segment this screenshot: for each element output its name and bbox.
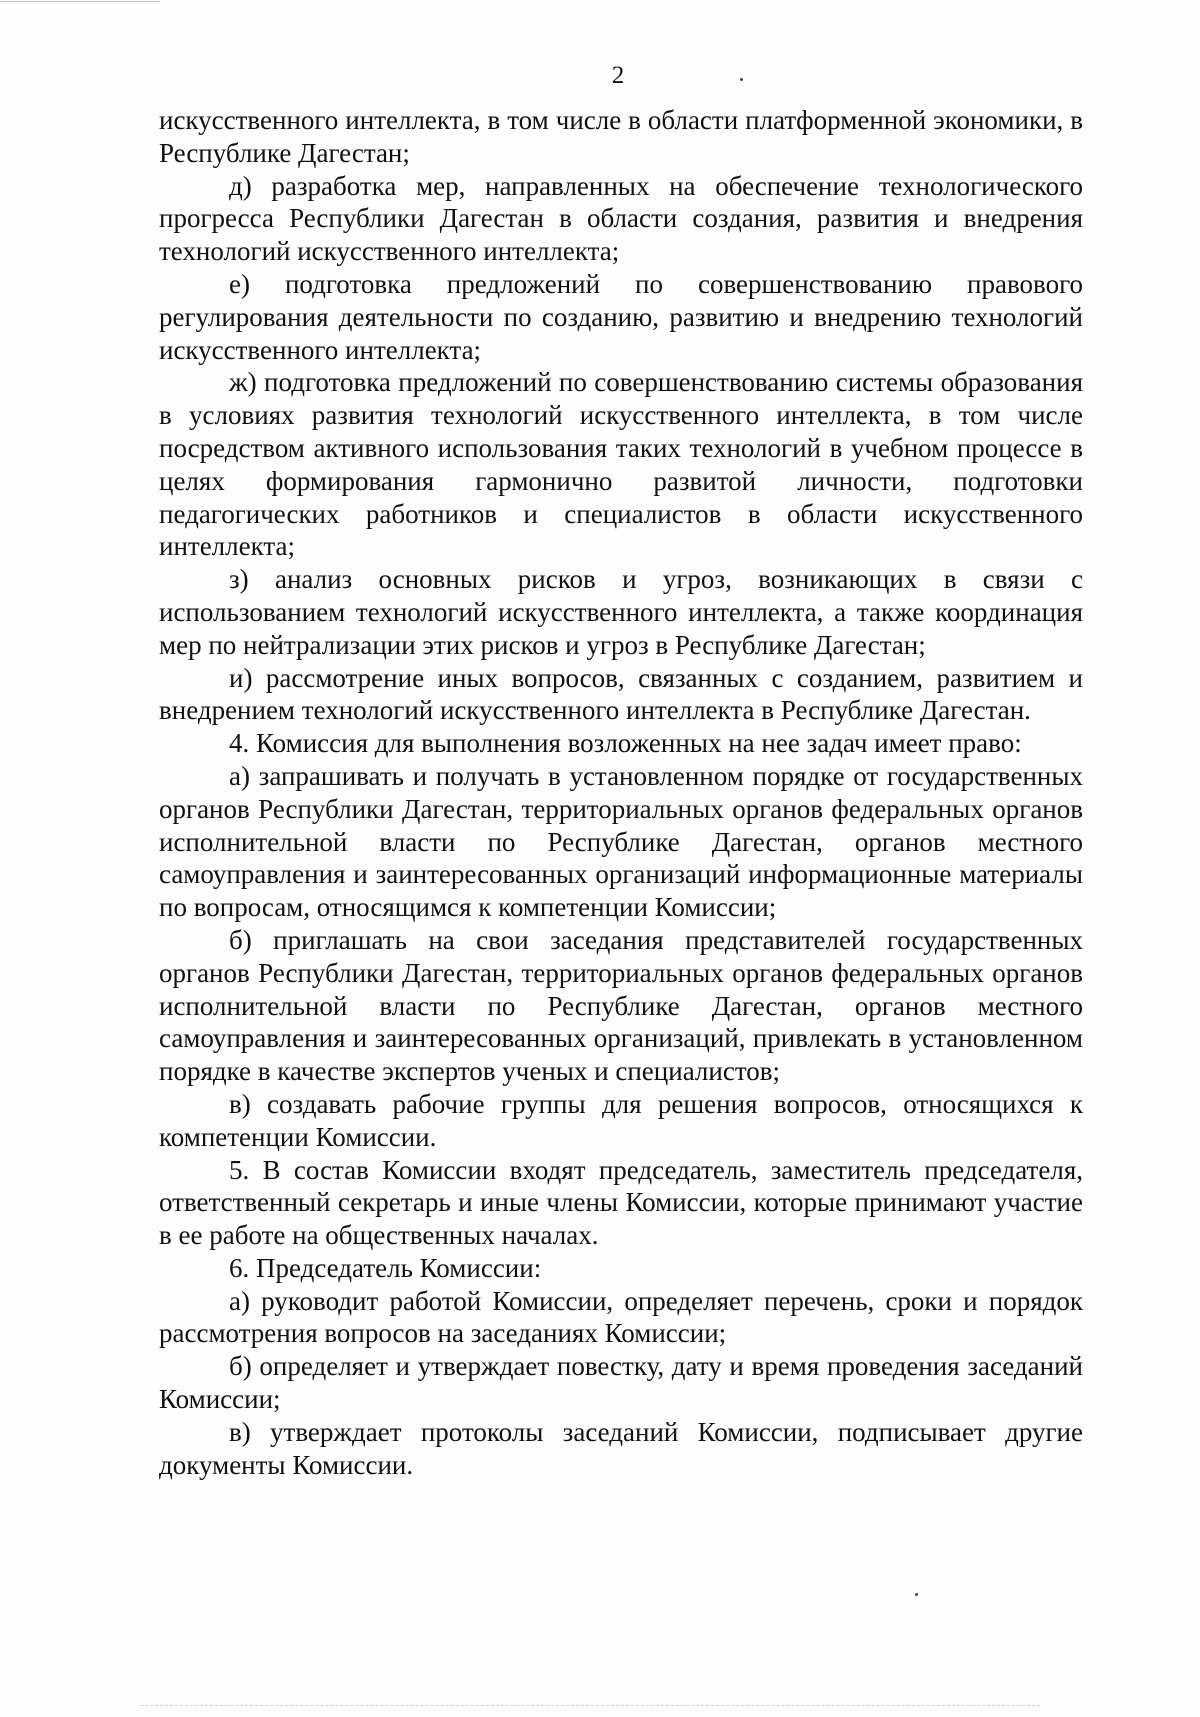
- scan-speck: [740, 78, 743, 81]
- scan-edge-line: [0, 1, 160, 2]
- document-body: [159, 104, 1083, 1481]
- paragraph-section-5: 5. В состав Комиссии входят председатель, заместитель председателя, ответственный секретарь и иные члены Комиссии, которые принимают участие в ее работе на общественных началах.: [159, 1154, 1083, 1251]
- paragraph-section-4-item-a: а) запрашивать и получать в установленном порядке от государственных органов Республики Дагестан, территориальных органов федеральных органов исполнительной власти по Республике Дагестан, органов местного самоуправления и заинтересованных организаций информационные материалы по вопросам, относящимся к компетенции Комиссии;: [159, 760, 1083, 923]
- scan-edge-line: [140, 1705, 1040, 1707]
- paragraph-item-z: з) анализ основных рисков и угроз, возникающих в связи с использованием технологий искусственного интеллекта, а также координация мер по нейтрализации этих рисков и угроз в Республике Дагестан;: [159, 564, 1083, 660]
- paragraph-section-6: 6. Председатель Комиссии:: [229, 1252, 542, 1283]
- paragraph-item-i: и) рассмотрение иных вопросов, связанных с созданием, развитием и внедрением технологий искусственного интеллекта в Республике Дагестан.: [159, 662, 1083, 726]
- paragraph-section-6-item-a: а) руководит работой Комиссии, определяет перечень, сроки и порядок рассмотрения вопросов на заседаниях Комиссии;: [159, 1285, 1083, 1349]
- paragraph-section-6-item-b: б) определяет и утверждает повестку, дату и время проведения заседаний Комиссии;: [159, 1351, 1083, 1415]
- paragraph-section-4-item-v: в) создавать рабочие группы для решения вопросов, относящихся к компетенции Комиссии.: [159, 1088, 1083, 1152]
- paragraph-item-d: д) разработка мер, направленных на обеспечение технологического прогресса Республики Дагестан в области создания, развития и внедрения технологий искусственного интеллекта;: [159, 170, 1083, 267]
- paragraph-item-e: е) подготовка предложений по совершенствованию правового регулирования деятельности по созданию, развитию и внедрению технологий искусственного интеллекта;: [159, 268, 1083, 365]
- paragraph-section-6-item-v: в) утверждает протоколы заседаний Комиссии, подписывает другие документы Комиссии.: [159, 1416, 1083, 1480]
- paragraph-item-zh: ж) подготовка предложений по совершенствованию системы образования в условиях развития технологий искусственного интеллекта, в том числе посредством активного использования таких технологий в учебном процессе в целях формирования гармонично развитой личности, подготовки педагогических работников и специалистов в области искусственного интеллекта;: [159, 367, 1083, 562]
- paragraph-section-4: 4. Комиссия для выполнения возложенных на нее задач имеет право:: [229, 728, 1022, 759]
- page-number: 2: [611, 62, 625, 89]
- paragraph-continuation: искусственного интеллекта, в том числе в области платформенной экономики, в Республике Дагестан;: [159, 105, 1083, 168]
- scan-speck: [915, 1593, 918, 1596]
- paragraph-section-4-item-b: б) приглашать на свои заседания представителей государственных органов Республики Дагестан, территориальных органов федеральных органов исполнительной власти по Республике Дагестан, органов местного самоуправления и заинтересованных организаций, привлекать в установленном порядке в качестве экспертов ученых и специалистов;: [159, 924, 1083, 1087]
